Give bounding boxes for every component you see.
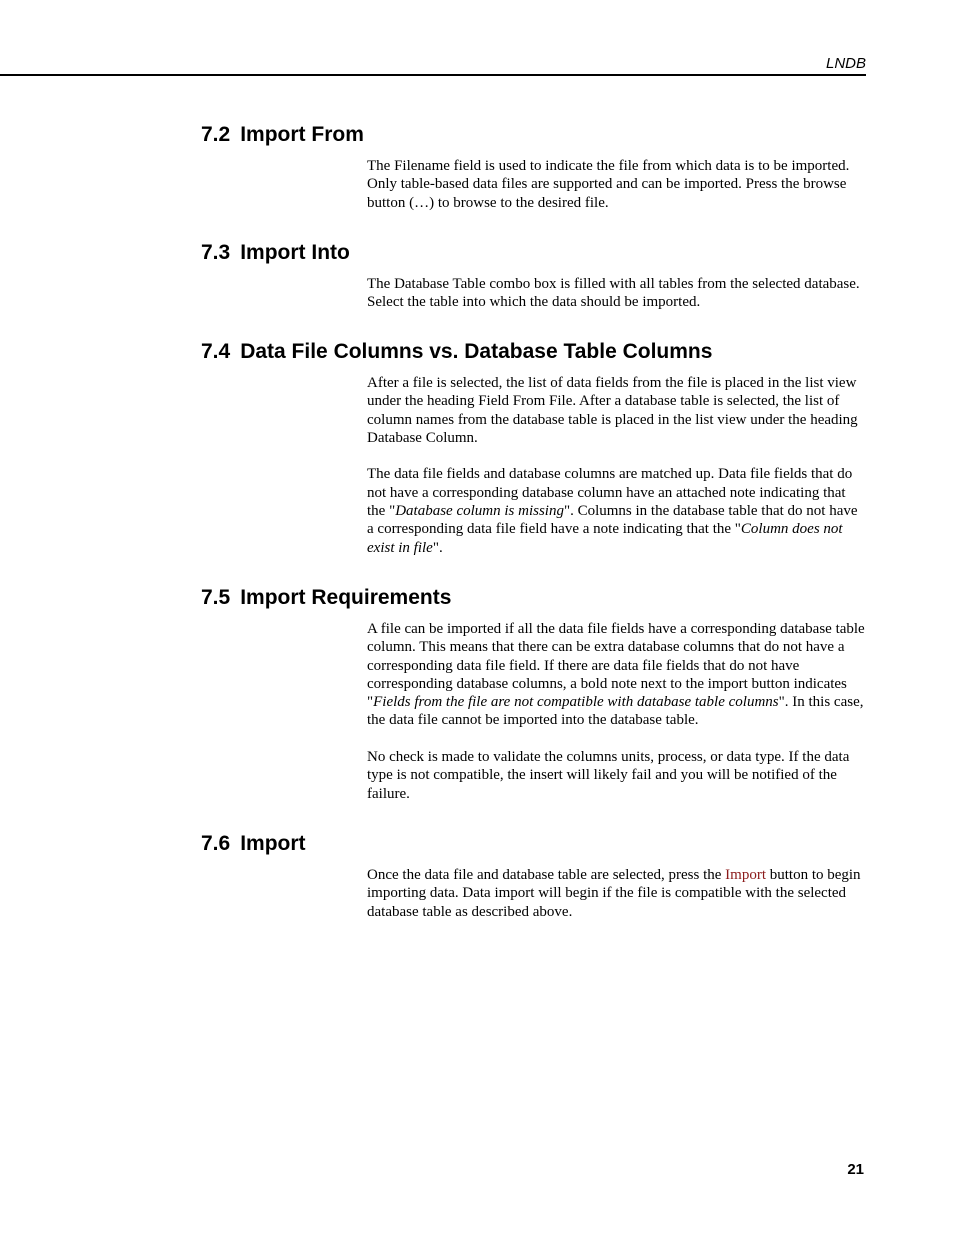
paragraph: The Filename field is used to indicate the file from which data is to be imported. Only table-based data files are supported and can be imported. Press the browse button (…) to browse to the desired file. xyxy=(367,158,850,211)
paragraph: After a file is selected, the list of data fields from the file is placed in the list view under the heading Field From File. After a database table is selected, the list of column names from the database table is placed in the list view under the heading Database Column. xyxy=(367,375,858,446)
section-heading xyxy=(201,240,350,266)
section-heading xyxy=(201,585,451,611)
text-run: ". xyxy=(432,539,443,556)
section-title: Import xyxy=(240,832,306,855)
text-run: ". In this case, the data file cannot be imported into the database table. xyxy=(367,694,864,729)
section-body xyxy=(367,374,865,557)
text-run: ". Columns in the database table that do not have a corresponding data file field have a note indicating that the " xyxy=(367,503,858,538)
text-run: The data file fields and database columns are matched up. Data file fields that do not have a corresponding database column have an attached note indicating that the " xyxy=(367,466,853,520)
section-title: Data File Columns vs. Database Table Columns xyxy=(240,340,713,363)
italic-note: Fields from the file are not compatible with database table columns xyxy=(373,694,779,711)
paragraph: The Database Table combo box is filled with all tables from the selected database. Select the table into which the data should be imported. xyxy=(367,276,860,311)
section-number: 7.5 xyxy=(201,586,231,609)
paragraph: No check is made to validate the columns units, process, or data type. If the data type is not compatible, the insert will likely fail and you will be notified of the failure. xyxy=(367,749,850,802)
paragraph xyxy=(367,866,865,921)
section-title: Import From xyxy=(240,123,364,146)
paragraph xyxy=(367,620,865,730)
section-number: 7.3 xyxy=(201,241,231,264)
text-run: A file can be imported if all the data file fields have a corresponding database table column. This means that there can be extra database columns that do not have a corresponding data file field. If there are data file fields that do not have corresponding database columns, a bold note next to the import button indicates " xyxy=(367,621,865,711)
section-heading xyxy=(201,831,306,857)
section-title: Import Requirements xyxy=(240,586,452,609)
italic-note: Column does not exist in file xyxy=(367,521,843,556)
section-heading xyxy=(201,122,364,148)
text-run: Once the data file and database table are selected, press the xyxy=(367,867,726,883)
running-header xyxy=(0,55,866,76)
text-run: button to begin importing data. Data import will begin if the file is compatible with the selected database table as described above. xyxy=(367,867,861,920)
section-number: 7.2 xyxy=(201,123,231,146)
section-title: Import Into xyxy=(240,241,350,264)
section-body xyxy=(367,157,865,212)
section-body xyxy=(367,866,865,921)
section-heading xyxy=(201,339,712,365)
section-body xyxy=(367,620,865,803)
italic-note: Database column is missing xyxy=(395,503,564,520)
section-number: 7.6 xyxy=(201,832,231,855)
paragraph xyxy=(367,465,865,556)
import-link[interactable]: Import xyxy=(725,867,766,883)
section-body xyxy=(367,275,865,312)
document-title: LNDB xyxy=(825,55,866,72)
section-number: 7.4 xyxy=(201,340,231,363)
page-number: 21 xyxy=(847,1161,864,1178)
